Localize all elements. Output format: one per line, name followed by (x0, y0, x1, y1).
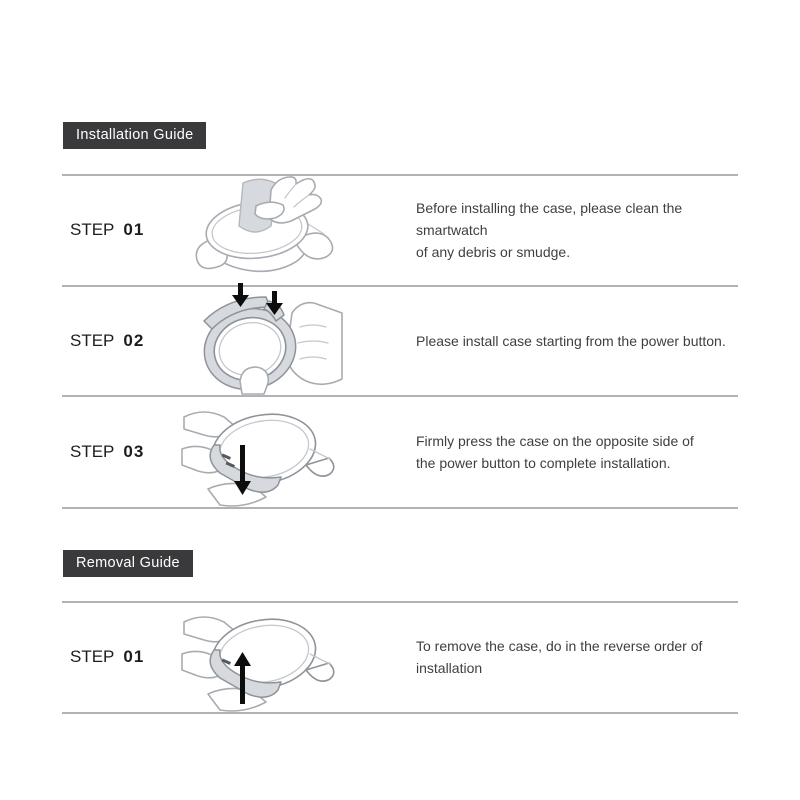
installation-guide-title: Installation Guide (76, 127, 194, 143)
description-line: Please install case starting from the power button. (416, 332, 726, 349)
step-description (416, 635, 738, 679)
remove-case-svg (182, 602, 342, 712)
installation-step-1-row (62, 175, 738, 285)
remove-case-illustration (182, 602, 342, 712)
step-label (70, 220, 182, 240)
divider (62, 507, 738, 509)
step-description (416, 430, 694, 474)
divider (62, 712, 738, 714)
description-line: the power button to complete installation. (416, 454, 671, 471)
press-case-illustration (182, 397, 342, 507)
clean-watch-svg (187, 177, 337, 283)
step-number: 03 (123, 441, 145, 461)
step-description (416, 197, 738, 263)
description-line: To remove the case, do in the reverse order of installation (416, 638, 703, 676)
step-number: 01 (123, 647, 145, 666)
description-line: of any debris or smudge. (416, 244, 571, 260)
press-case-svg (182, 397, 342, 507)
installation-guide-badge (63, 122, 206, 149)
step-number: 02 (123, 330, 145, 350)
step-word: STEP (70, 220, 115, 239)
description-line: Before installing the case, please clean the smartwatch (416, 200, 683, 238)
step-label (70, 331, 182, 351)
install-case-illustration (182, 287, 342, 394)
step-label (70, 647, 182, 667)
clean-watch-illustration (182, 177, 342, 283)
description-line: Firmly press the case on the opposite side of (416, 432, 694, 449)
removal-guide-badge (63, 550, 193, 577)
step-description (416, 330, 726, 352)
step-word: STEP (70, 330, 115, 350)
installation-step-3-row (62, 396, 738, 507)
step-word: STEP (70, 647, 115, 666)
removal-guide-title: Removal Guide (76, 555, 180, 571)
thumb (255, 202, 284, 219)
install-case-svg (182, 287, 342, 394)
removal-step-1-row (62, 602, 738, 712)
step-number: 01 (123, 220, 145, 239)
step-label (70, 442, 182, 462)
step-word: STEP (70, 441, 115, 461)
installation-step-2-row (62, 286, 738, 395)
thumb (240, 367, 268, 394)
